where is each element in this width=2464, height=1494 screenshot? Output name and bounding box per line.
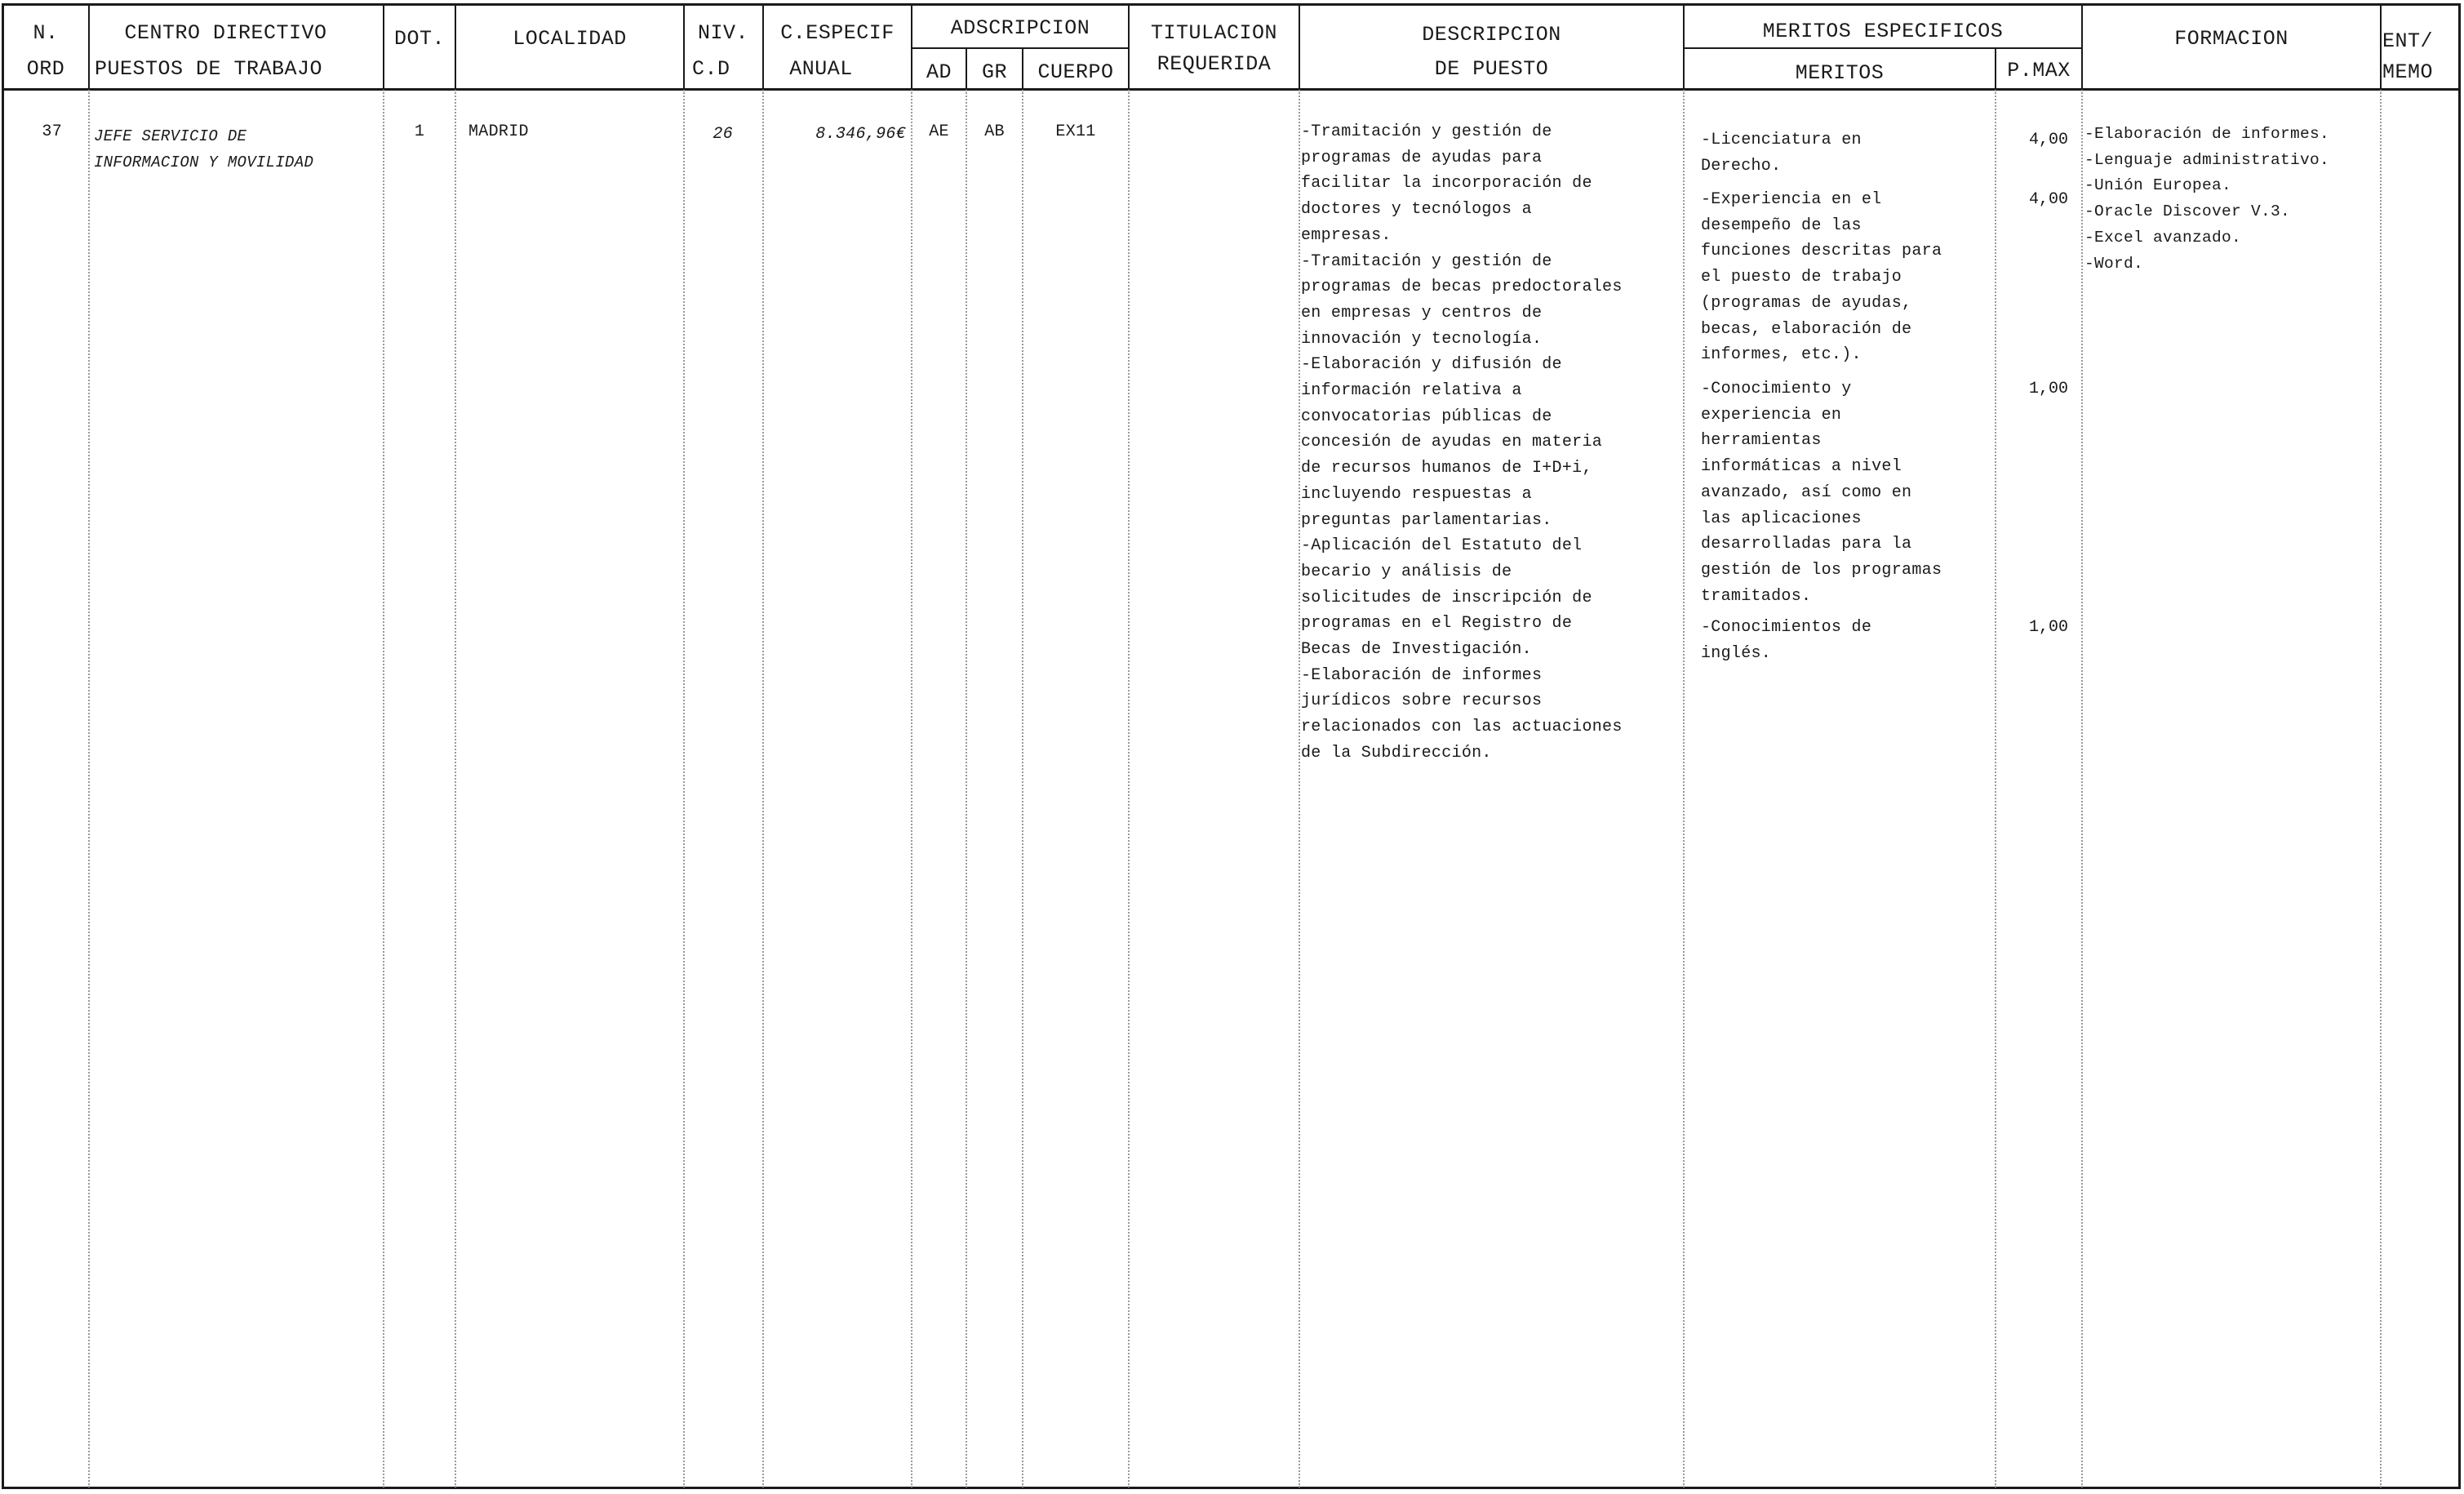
header-centro-1: CENTRO DIRECTIVO [124, 21, 327, 45]
header-gr: GR [981, 60, 1007, 84]
header-ent-memo-2: MEMO [2382, 60, 2434, 84]
header-ent-memo-1: ENT/ [2382, 29, 2434, 53]
row-merito-2-pmax: 4,00 [2028, 190, 2068, 209]
header-titulacion-2: REQUERIDA [1157, 52, 1272, 76]
header-meritos-especificos: MERITOS ESPECIFICOS [1762, 20, 2004, 43]
header-bottom-line [2, 88, 2459, 91]
header-ad: AD [926, 60, 952, 84]
body-col-line-10 [1299, 90, 1300, 1487]
body-col-line-14 [2380, 90, 2382, 1487]
body-col-line-2 [383, 90, 384, 1487]
header-centro-2: PUESTOS DE TRABAJO [95, 57, 323, 81]
header-dot: DOT. [393, 27, 445, 51]
header-n-ord-1: N. [33, 21, 59, 45]
body-col-line-5 [762, 90, 764, 1487]
row-c-especif: 8.346,96€ [815, 125, 906, 144]
body-col-line-12 [1995, 90, 1996, 1487]
header-c-especif-1: C.ESPECIF [780, 21, 895, 45]
header-descripcion-1: DESCRIPCION [1422, 23, 1561, 47]
header-titulacion-1: TITULACION [1150, 21, 1278, 45]
header-formacion: FORMACION [2174, 27, 2289, 51]
body-col-line-13 [2081, 90, 2083, 1487]
col-line-14 [2380, 5, 2382, 88]
header-localidad: LOCALIDAD [513, 27, 627, 51]
header-cuerpo: CUERPO [1037, 60, 1114, 84]
body-col-line-7 [966, 90, 967, 1487]
row-ad: AE [929, 122, 949, 141]
row-niv: 26 [713, 125, 733, 144]
header-c-especif-2: ANUAL [789, 57, 853, 81]
col-line-1 [88, 5, 90, 88]
body-col-line-11 [1683, 90, 1685, 1487]
row-merito-1-pmax: 4,00 [2028, 131, 2068, 149]
header-adscripcion: ADSCRIPCION [950, 16, 1090, 40]
row-merito-3-pmax: 1,00 [2028, 380, 2068, 398]
col-line-4 [683, 5, 685, 88]
header-p-max: P.MAX [2007, 59, 2071, 82]
row-localidad: MADRID [468, 122, 529, 141]
body-col-line-6 [911, 90, 912, 1487]
row-puesto: JEFE SERVICIO DE INFORMACION Y MOVILIDAD [94, 127, 314, 171]
row-formacion: -Elaboración de informes. -Lenguaje administrativo. -Unión Europea. -Oracle Discover V.3. -Excel avanzado. -Word. [2084, 125, 2330, 273]
row-merito-1: -Licenciatura en Derecho. [1701, 131, 1862, 176]
row-gr: AB [984, 122, 1005, 141]
row-merito-3: -Conocimiento y experiencia en herramientas informáticas a nivel avanzado, así como en las aplicaciones desarrolladas para la gestión de los programas tramitados. [1701, 380, 1942, 606]
row-merito-4: -Conocimientos de inglés. [1701, 618, 1872, 663]
row-merito-4-pmax: 1,00 [2028, 618, 2068, 637]
adscripcion-subheader-line [911, 47, 1128, 49]
row-descripcion: -Tramitación y gestión de programas de ayudas para facilitar la incorporación de doctores y tecnólogos a empresas. -Tramitación y gestión de programas de becas predoctorales en empresas y centros de innovación y tecnología. -Elaboración y difusión de información relativa a convocatorias públicas de concesión de ayudas en materia de recursos humanos de I+D+i, incluyendo respuestas a preguntas parlamentarias. -Aplicación del Estatuto del becario y análisis de solicitudes de inscripción de programas en el Registro de Becas de Investigación. -Elaboración de informes jurídicos sobre recursos relacionados con las actuaciones de la Subdirección. [1301, 122, 1623, 763]
header-meritos: MERITOS [1795, 61, 1885, 85]
header-descripcion-2: DE PUESTO [1434, 57, 1549, 81]
header-niv-1: NIV. [697, 21, 748, 45]
row-n-ord: 37 [42, 122, 62, 141]
header-n-ord-2: ORD [26, 57, 65, 81]
row-cuerpo: EX11 [1055, 122, 1096, 141]
body-col-line-9 [1128, 90, 1130, 1487]
body-col-line-3 [455, 90, 456, 1487]
body-col-line-1 [88, 90, 90, 1487]
row-dot: 1 [414, 122, 425, 141]
header-niv-2: C.D [692, 57, 730, 81]
meritos-subheader-line [1683, 47, 2081, 49]
body-col-line-4 [683, 90, 685, 1487]
row-merito-2: -Experiencia en el desempeño de las funciones descritas para el puesto de trabajo (programas de ayudas, becas, elaboración de informes, etc.). [1701, 190, 1942, 365]
body-col-line-8 [1022, 90, 1023, 1487]
